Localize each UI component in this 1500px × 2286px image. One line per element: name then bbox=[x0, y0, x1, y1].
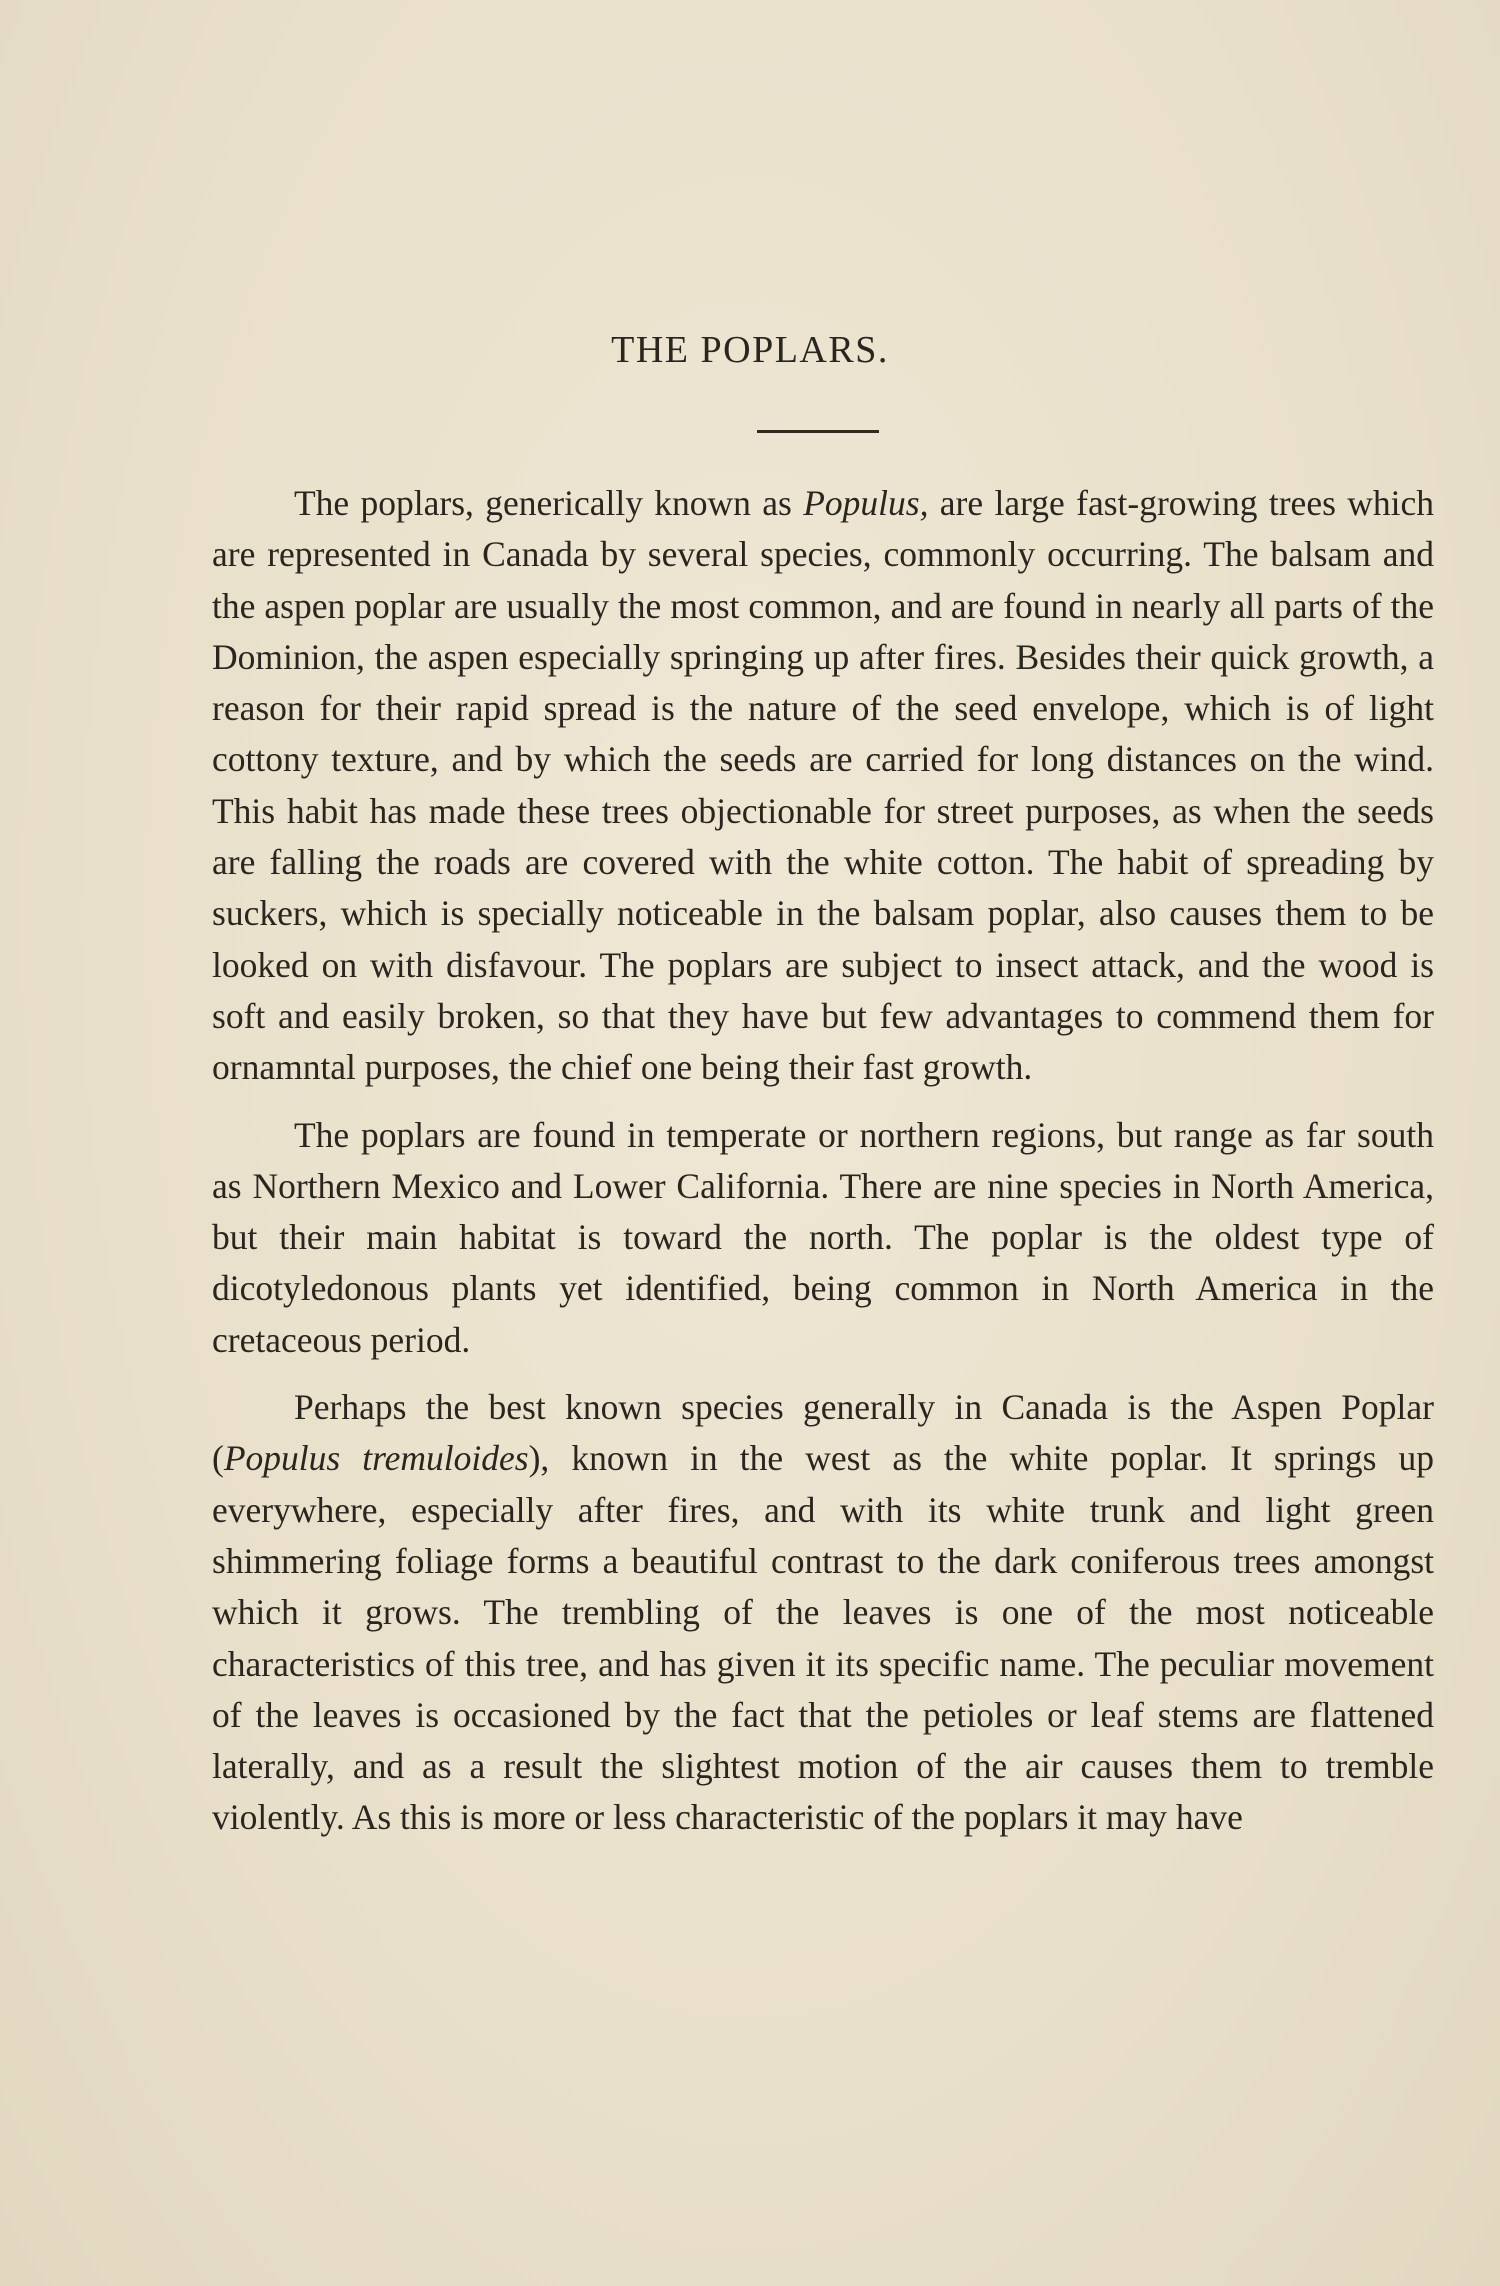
body-text bbox=[212, 478, 1434, 1844]
page-title: THE POPLARS. bbox=[611, 329, 889, 371]
paragraph-3-run-1: Perhaps the best known species generally in Canada is the Aspen Poplar ( bbox=[212, 1387, 1434, 1479]
species-name-populus-tremuloides: Populus tremuloides bbox=[223, 1438, 529, 1479]
genus-name-populus: Populus, bbox=[803, 483, 929, 523]
paragraph-1 bbox=[212, 478, 1434, 1094]
paragraph-2 bbox=[212, 1110, 1434, 1366]
paragraph-3-run-3: ), known in the west as the white poplar. It springs up everywhere, especially after fires, and with its white trunk and light green shimmering foliage forms a beautiful contrast to the dark coniferous trees amongst which it grows. The trembling of the leaves is one of the most noticeable characteristics of this tree, and has given it its specific name. The peculiar movement of the leaves is occasioned by the fact that the petioles or leaf stems are flattened laterally, and as a result the slightest motion of the air causes them to tremble violently. As this is more or less characteristic of the poplars it may have bbox=[212, 1438, 1434, 1838]
paragraph-2-run-1: The poplars are found in temperate or northern regions, but range as far south as Northern Mexico and Lower California. There are nine species in North America, but their main habitat is toward the north. The poplar is the oldest type of dicotyledonous plants yet identified, being common in North America in the cretaceous period. bbox=[212, 1114, 1434, 1360]
title-divider bbox=[757, 430, 879, 433]
paragraph-1-run-1: The poplars, generically known as bbox=[294, 483, 804, 523]
paragraph-3 bbox=[212, 1382, 1434, 1844]
paragraph-1-run-3: are large fast-growing trees which are represented in Canada by several species, commonly occurring. The balsam and the aspen poplar are usually the most common, and are found in nearly all parts of the Dominion, the aspen especially springing up after fires. Besides their quick growth, a reason for their rapid spread is the nature of the seed envelope, which is of light cottony texture, and by which the seeds are carried for long distances on the wind. This habit has made these trees objectionable for street purposes, as when the seeds are falling the roads are covered with the white cotton. The habit of spreading by suckers, which is specially noticeable in the balsam poplar, also causes them to be looked on with disfavour. The poplars are subject to insect attack, and the wood is soft and easily broken, so that they have but few advantages to commend them for ornamntal purposes, the chief one being their fast growth. bbox=[212, 483, 1434, 1088]
